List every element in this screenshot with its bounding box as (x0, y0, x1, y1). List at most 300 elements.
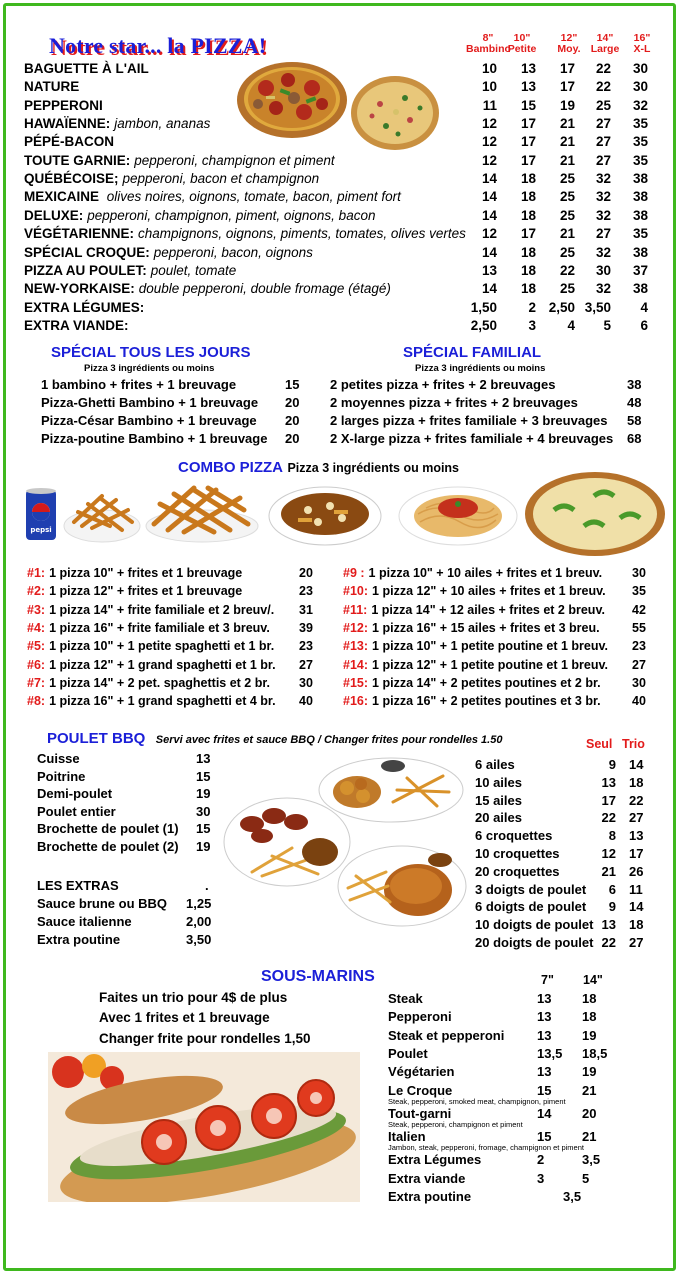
combo-right-price: 30 (632, 566, 646, 580)
ailes-item: 10 doigts de poulet (475, 917, 594, 933)
pizza-name-line (24, 207, 375, 225)
combo-number: #8: (27, 694, 46, 709)
pizza-price: 25 (559, 244, 575, 260)
ailes-item: 10 ailes (475, 774, 522, 790)
combo-number: #15: (343, 675, 369, 690)
pizza-price: 18 (520, 281, 536, 297)
combo-right-price: 30 (632, 675, 646, 690)
sous-item: Le Croque (388, 1082, 453, 1098)
size-value: 16" (633, 32, 651, 44)
poulet-price: 19 (196, 786, 211, 802)
pizza-name: NATURE (24, 79, 80, 95)
special-familial-price: 58 (627, 413, 642, 428)
extra-item: Extra poutine (37, 932, 121, 948)
combo-right-price: 27 (632, 657, 646, 672)
special-familial-item: 2 larges pizza + frites familiale + 3 breuvages (330, 413, 608, 428)
pizza-price: 17 (520, 116, 536, 132)
svg-text:pepsi: pepsi (30, 526, 52, 534)
sous-col-14: 14" (583, 973, 603, 987)
sous-price-14: 20 (582, 1105, 597, 1121)
pizza-price: 38 (632, 189, 648, 205)
pizza-price: 35 (632, 116, 648, 132)
combo-label: 1 pizza 10" + 10 ailes + frites et 1 breuv. (368, 566, 603, 580)
combo-left-item (27, 582, 242, 600)
ailes-trio: 14 (629, 899, 644, 915)
size-value: 8" (482, 32, 494, 44)
pizza-description: olives noires, oignons, tomate, bacon, piment fort (103, 189, 401, 205)
pizza-price: 2,50 (470, 317, 497, 333)
pizza-price: 27 (595, 152, 611, 168)
pizza-price: 32 (595, 244, 611, 260)
combo-number: #10: (343, 584, 369, 599)
pizza-price: 14 (481, 207, 497, 223)
pizza-name: EXTRA VIANDE: (24, 317, 129, 333)
combo-label: 1 pizza 10" + 1 petite poutine et 1 breuv. (372, 639, 608, 654)
pizza-description: pepperoni, bacon, oignons (153, 244, 313, 260)
sousmarins-promo-3: Changer frite pour rondelles 1,50 (99, 1031, 311, 1046)
combo-label: 1 pizza 10" + frites et 1 breuvage (49, 566, 243, 580)
pizza-price: 17 (559, 79, 575, 95)
combo-number: #12: (343, 620, 369, 635)
sous-price-14: 3,5 (582, 1152, 601, 1168)
combo-right-price: 55 (632, 620, 646, 635)
special-jours-note: Pizza 3 ingrédients ou moins (84, 363, 215, 374)
size-value: 12" (560, 32, 578, 44)
bbq-wings-image (222, 792, 352, 888)
pizza-row (24, 280, 658, 298)
poulet-item: Demi-poulet (37, 786, 113, 802)
combo-number: #1: (27, 566, 46, 580)
pizza-price: 38 (632, 244, 648, 260)
combo-left-price: 39 (299, 620, 313, 635)
sous-price-7: 13 (537, 1009, 552, 1025)
ailes-item: 20 ailes (475, 810, 522, 826)
pizza-price: 12 (481, 116, 497, 132)
extras-dot: . (205, 878, 209, 893)
pizza-price: 3,50 (584, 299, 611, 315)
ailes-trio: 11 (629, 881, 643, 897)
pizza-price: 17 (520, 134, 536, 150)
combo-number: #2: (27, 584, 46, 599)
pizza-description: pepperoni, champignon et piment (134, 152, 335, 168)
pizza-price: 30 (632, 61, 648, 76)
sous-item: Steak (388, 991, 423, 1006)
pizza-price: 17 (520, 226, 536, 242)
sous-price-7: 2 (537, 1152, 545, 1168)
size-header (620, 33, 664, 55)
sous-col-7: 7" (541, 973, 554, 987)
pizza-price: 25 (559, 207, 575, 223)
ailes-item: 6 croquettes (475, 828, 553, 844)
ailes-trio: 18 (629, 917, 644, 933)
pizza-price: 18 (520, 207, 536, 223)
sous-price-14: 3,5 (563, 1189, 582, 1204)
combo-right-item (343, 637, 608, 655)
extra-price: 3,50 (186, 932, 212, 948)
combo-left-item (27, 637, 274, 655)
special-jours-item: Pizza-Ghetti Bambino + 1 breuvage (41, 395, 259, 410)
combo-header (178, 459, 459, 477)
special-jours-item: Pizza-poutine Bambino + 1 breuvage (41, 431, 268, 446)
combo-label: 1 pizza 14" + 2 petites poutines et 2 br. (372, 675, 601, 690)
sous-item: Végétarien (388, 1064, 455, 1080)
pizza-description: pepperoni, bacon et champignon (122, 171, 320, 187)
combo-left-price: 20 (299, 566, 313, 580)
pizza-price: 14 (481, 189, 497, 205)
extra-item: Sauce brune ou BBQ (37, 896, 168, 911)
combo-title: COMBO PIZZA (178, 459, 283, 476)
pizza-description: champignons, oignons, piments, tomates, olives vertes (138, 226, 466, 242)
sous-price-7: 13 (537, 1064, 552, 1080)
pizza-price: 25 (595, 97, 611, 113)
ailes-trio: 14 (629, 757, 644, 772)
extra-price: 2,00 (186, 914, 212, 930)
combo-left-price: 27 (299, 657, 313, 672)
pizza-price: 11 (482, 97, 497, 113)
extras-title: LES EXTRAS (37, 878, 119, 893)
ailes-seul: 17 (601, 792, 616, 808)
combo-label: 1 pizza 12" + 1 petite poutine et 1 breuv. (372, 657, 608, 672)
pizza-price: 27 (595, 226, 611, 242)
combo-note: Pizza 3 ingrédients ou moins (287, 461, 460, 475)
combo-left-price: 40 (299, 694, 313, 709)
pizza-name: PEPPERONI (24, 97, 103, 113)
size-header (500, 33, 544, 55)
combo-number: #4: (27, 620, 46, 635)
pizza-name: NEW-YORKAISE: (24, 281, 135, 297)
combo-number: #16: (343, 694, 369, 709)
combo-right-item (343, 656, 608, 674)
pizza-row (24, 152, 658, 170)
pizza-price: 37 (632, 262, 648, 278)
pizza-vegetarienne-image (350, 74, 440, 152)
fries-large-image (144, 480, 260, 544)
pizza-row (24, 225, 658, 243)
ailes-seul: 9 (608, 757, 616, 772)
special-familial-price: 38 (627, 377, 642, 392)
sous-item: Tout-garni (388, 1105, 452, 1121)
sous-item: Italien (388, 1129, 426, 1145)
ailes-trio: 22 (629, 792, 644, 808)
sub-sandwich-image (48, 1052, 360, 1202)
pizza-description: jambon, ananas (114, 116, 211, 132)
pizza-price: 15 (520, 97, 536, 113)
sous-price-14: 21 (582, 1082, 597, 1098)
pizza-price: 32 (595, 171, 611, 187)
ailes-trio: 27 (629, 810, 644, 826)
combo-number: #3: (27, 602, 46, 617)
poulet-price: 15 (196, 768, 211, 784)
pizza-price: 2 (528, 299, 536, 315)
combo-label: 1 pizza 10" + 1 petite spaghetti et 1 br. (49, 639, 275, 654)
ailes-seul: 9 (608, 899, 616, 915)
special-jours-title: SPÉCIAL TOUS LES JOURS (51, 344, 251, 361)
special-familial-item: 2 petites pizza + frites + 2 breuvages (330, 377, 556, 392)
pizza-name: BAGUETTE À L'AIL (24, 61, 149, 76)
combo-label: 1 pizza 12" + 10 ailes + frites et 1 breuv. (372, 584, 606, 599)
pizza-name-line (24, 225, 466, 243)
poulet-price: 19 (196, 839, 211, 854)
sous-price-14: 18,5 (582, 1045, 608, 1061)
pizza-price: 17 (559, 61, 575, 76)
combo-right-item (343, 601, 605, 619)
pizza-price: 38 (632, 281, 648, 297)
pizza-price: 2,50 (548, 299, 575, 315)
special-familial-price: 48 (627, 395, 642, 410)
pizza-name: TOUTE GARNIE: (24, 152, 131, 168)
pizza-name-line (24, 244, 313, 262)
special-familial-title: SPÉCIAL FAMILIAL (403, 344, 542, 361)
special-familial-item: 2 moyennes pizza + frites + 2 breuvages (330, 395, 578, 410)
pizza-row (24, 188, 658, 206)
special-jours-price: 20 (285, 395, 300, 410)
ailes-seul: 22 (601, 810, 616, 826)
extra-item: Sauce italienne (37, 914, 132, 930)
special-jours-price: 15 (285, 377, 300, 392)
combo-label: 1 pizza 14" + 12 ailes + frites et 2 breuv. (371, 602, 605, 617)
combo-left-item (27, 619, 270, 637)
sousmarins-title: SOUS-MARINS (261, 968, 375, 985)
sous-price-14: 18 (582, 991, 597, 1006)
pizza-price: 25 (559, 171, 575, 187)
pizza-price: 14 (481, 171, 497, 187)
size-name: Petite (507, 43, 537, 55)
combo-right-item (343, 692, 601, 710)
ailes-trio: 18 (629, 774, 644, 790)
pizza-price: 13 (520, 61, 536, 76)
sous-price-14: 5 (582, 1170, 590, 1186)
pizza-name-line (24, 152, 335, 170)
special-jours-item: 1 bambino + frites + 1 breuvage (41, 377, 237, 392)
pizza-price: 19 (559, 97, 575, 113)
size-name: Large (590, 43, 620, 55)
pizza-price: 18 (520, 171, 536, 187)
combo-left-item (27, 564, 242, 582)
ailes-seul: 13 (601, 917, 616, 933)
combo-number: #11: (343, 602, 368, 617)
ailes-item: 3 doigts de poulet (475, 881, 587, 897)
sous-price-7: 13 (537, 991, 552, 1006)
combo-number: #13: (343, 639, 369, 654)
sous-description: Steak, pepperoni, champignon et piment (388, 1120, 523, 1130)
fries-small-image (62, 486, 142, 544)
combo-number: #6: (27, 657, 46, 672)
combo-label: 1 pizza 14" + frite familiale et 2 breuv/. (49, 602, 275, 617)
special-jours-price: 20 (285, 431, 300, 446)
pizza-name: VÉGÉTARIENNE: (24, 226, 135, 242)
sous-price-7: 15 (537, 1082, 552, 1098)
poulet-item: Cuisse (37, 751, 80, 766)
pizza-price: 6 (640, 317, 648, 333)
pizza-name-line (24, 280, 391, 298)
combo-right-item (343, 564, 602, 582)
combo-number: #9 : (343, 566, 365, 580)
pizza-price: 18 (520, 244, 536, 260)
pizza-name-line (24, 97, 103, 115)
combo-right-item (343, 674, 601, 692)
pizza-price: 22 (595, 79, 611, 95)
pizza-name: SPÉCIAL CROQUE: (24, 244, 150, 260)
combo-right-price: 42 (632, 602, 646, 617)
special-familial-price: 68 (627, 431, 642, 446)
extra-price: 1,25 (186, 896, 212, 911)
pizza-price: 13 (520, 79, 536, 95)
ailes-seul: 22 (601, 935, 616, 950)
pizza-price: 18 (520, 262, 536, 278)
poulet-item: Brochette de poulet (1) (37, 821, 179, 837)
pizza-price: 32 (632, 97, 648, 113)
pizza-name: QUÉBÉCOISE; (24, 171, 119, 187)
pizza-combo-image (524, 470, 666, 558)
sous-price-14: 18 (582, 1009, 597, 1025)
pizza-price: 21 (559, 134, 575, 150)
sous-item: Extra viande (388, 1170, 466, 1186)
pizza-name: MEXICAINE (24, 189, 100, 205)
pizza-name-line (24, 317, 129, 335)
pizza-price: 17 (520, 152, 536, 168)
pizza-row (24, 299, 658, 317)
poulet-item: Brochette de poulet (2) (37, 839, 179, 854)
pizza-toutegarnie-image (236, 58, 348, 140)
poulet-note: Servi avec frites et sauce BBQ / Changer frites pour rondelles 1.50 (155, 734, 503, 746)
ailes-item: 20 doigts de poulet (475, 935, 594, 950)
pizza-price: 27 (595, 116, 611, 132)
pizza-row (24, 317, 658, 335)
sous-item: Extra poutine (388, 1189, 472, 1204)
pizza-price: 32 (595, 189, 611, 205)
poulet-item: Poitrine (37, 768, 86, 784)
pizza-title: Notre star... la PIZZA! (49, 33, 267, 58)
pizza-price: 35 (632, 226, 648, 242)
sousmarins-promo-1: Faites un trio pour 4$ de plus (99, 990, 288, 1005)
pizza-price: 12 (481, 134, 497, 150)
pizza-name-line (24, 60, 149, 78)
pizza-price: 4 (640, 299, 648, 315)
pizza-price: 21 (559, 226, 575, 242)
pizza-name-line (24, 188, 401, 206)
pizza-row (24, 262, 658, 280)
pizza-price: 13 (481, 262, 497, 278)
combo-label: 1 pizza 14" + 2 pet. spaghettis et 2 br. (49, 675, 271, 690)
ailes-seul: 6 (608, 881, 616, 897)
ailes-seul: 21 (601, 863, 616, 879)
combo-label: 1 pizza 12" + frites et 1 breuvage (49, 584, 243, 599)
sous-price-7: 3 (537, 1170, 545, 1186)
pizza-price: 25 (559, 189, 575, 205)
poulet-price: 13 (196, 751, 211, 766)
combo-left-item (27, 674, 270, 692)
pizza-price: 12 (481, 226, 497, 242)
combo-left-item (27, 601, 274, 619)
ailes-trio: 26 (629, 863, 644, 879)
combo-label: 1 pizza 12" + 1 grand spaghetti et 1 br. (49, 657, 276, 672)
ailes-seul: 8 (608, 828, 616, 844)
pizza-name: EXTRA LÉGUMES: (24, 299, 145, 315)
pizza-price: 27 (595, 134, 611, 150)
combo-right-item (343, 582, 606, 600)
pizza-price: 21 (559, 116, 575, 132)
size-value: 10" (513, 32, 531, 44)
pizza-price: 38 (632, 171, 648, 187)
combo-left-price: 30 (299, 675, 313, 690)
size-value: 14" (596, 32, 614, 44)
pizza-price: 21 (559, 152, 575, 168)
combo-left-price: 23 (299, 584, 313, 599)
pizza-description: poulet, tomate (150, 262, 237, 278)
combo-label: 1 pizza 16" + frite familiale et 3 breuv. (49, 620, 270, 635)
sous-price-7: 13 (537, 1027, 552, 1043)
special-jours-item: Pizza-César Bambino + 1 breuvage (41, 413, 257, 428)
combo-number: #7: (27, 675, 46, 690)
sous-price-7: 15 (537, 1129, 552, 1145)
pizza-name-line (24, 170, 319, 188)
pizza-price: 12 (481, 152, 497, 168)
pizza-price: 1,50 (470, 299, 497, 315)
ailes-trio: 17 (629, 846, 644, 861)
pizza-name-line (24, 133, 114, 151)
pizza-name: DELUXE: (24, 207, 84, 223)
sousmarins-promo-2: Avec 1 frites et 1 breuvage (99, 1010, 270, 1025)
combo-right-price: 40 (632, 694, 646, 709)
combo-left-price: 31 (299, 602, 313, 617)
pizza-price: 4 (567, 317, 575, 333)
pizza-price: 14 (481, 244, 497, 260)
ailes-item: 6 ailes (475, 757, 515, 772)
col-trio: Trio (622, 737, 645, 751)
col-seul: Seul (586, 737, 613, 751)
pizza-name: PÉPÉ-BACON (24, 134, 115, 150)
ailes-trio: 27 (629, 935, 644, 950)
pizza-name: PIZZA AU POULET: (24, 262, 147, 278)
pizza-row (24, 244, 658, 262)
size-name: Moy. (557, 43, 581, 55)
pizza-price: 14 (481, 281, 497, 297)
poulet-price: 15 (196, 821, 211, 837)
combo-right-item (343, 619, 600, 637)
ailes-seul: 12 (601, 846, 616, 861)
size-name: Bambino (466, 43, 511, 55)
pepsi-can-image (24, 486, 58, 544)
pizza-price: 30 (632, 79, 648, 95)
pizza-name-line (24, 299, 144, 317)
pizza-price: 22 (559, 262, 575, 278)
pizza-row (24, 170, 658, 188)
combo-right-price: 35 (632, 584, 646, 599)
pizza-price: 5 (603, 317, 611, 333)
ailes-item: 20 croquettes (475, 863, 560, 879)
combo-label: 1 pizza 16" + 15 ailes + frites et 3 breu. (372, 620, 600, 635)
sous-price-14: 21 (582, 1129, 597, 1145)
poulet-title: POULET BBQ (47, 730, 146, 747)
spaghetti-image (398, 484, 518, 546)
pizza-price: 3 (528, 317, 536, 333)
pizza-name-line (24, 78, 79, 96)
pizza-price: 10 (481, 61, 497, 76)
ailes-seul: 13 (601, 774, 616, 790)
ailes-item: 6 doigts de poulet (475, 899, 587, 915)
ailes-item: 15 ailes (475, 792, 522, 808)
pizza-price: 32 (595, 207, 611, 223)
poutine-image (268, 482, 382, 546)
pizza-name: HAWAÏENNE: (24, 116, 111, 132)
pizza-name-line (24, 115, 210, 133)
sous-price-7: 13,5 (537, 1045, 563, 1061)
combo-left-item (27, 692, 276, 710)
pizza-price: 38 (632, 207, 648, 223)
ailes-trio: 13 (629, 828, 644, 844)
combo-right-price: 23 (632, 639, 646, 654)
pizza-price: 22 (595, 61, 611, 76)
